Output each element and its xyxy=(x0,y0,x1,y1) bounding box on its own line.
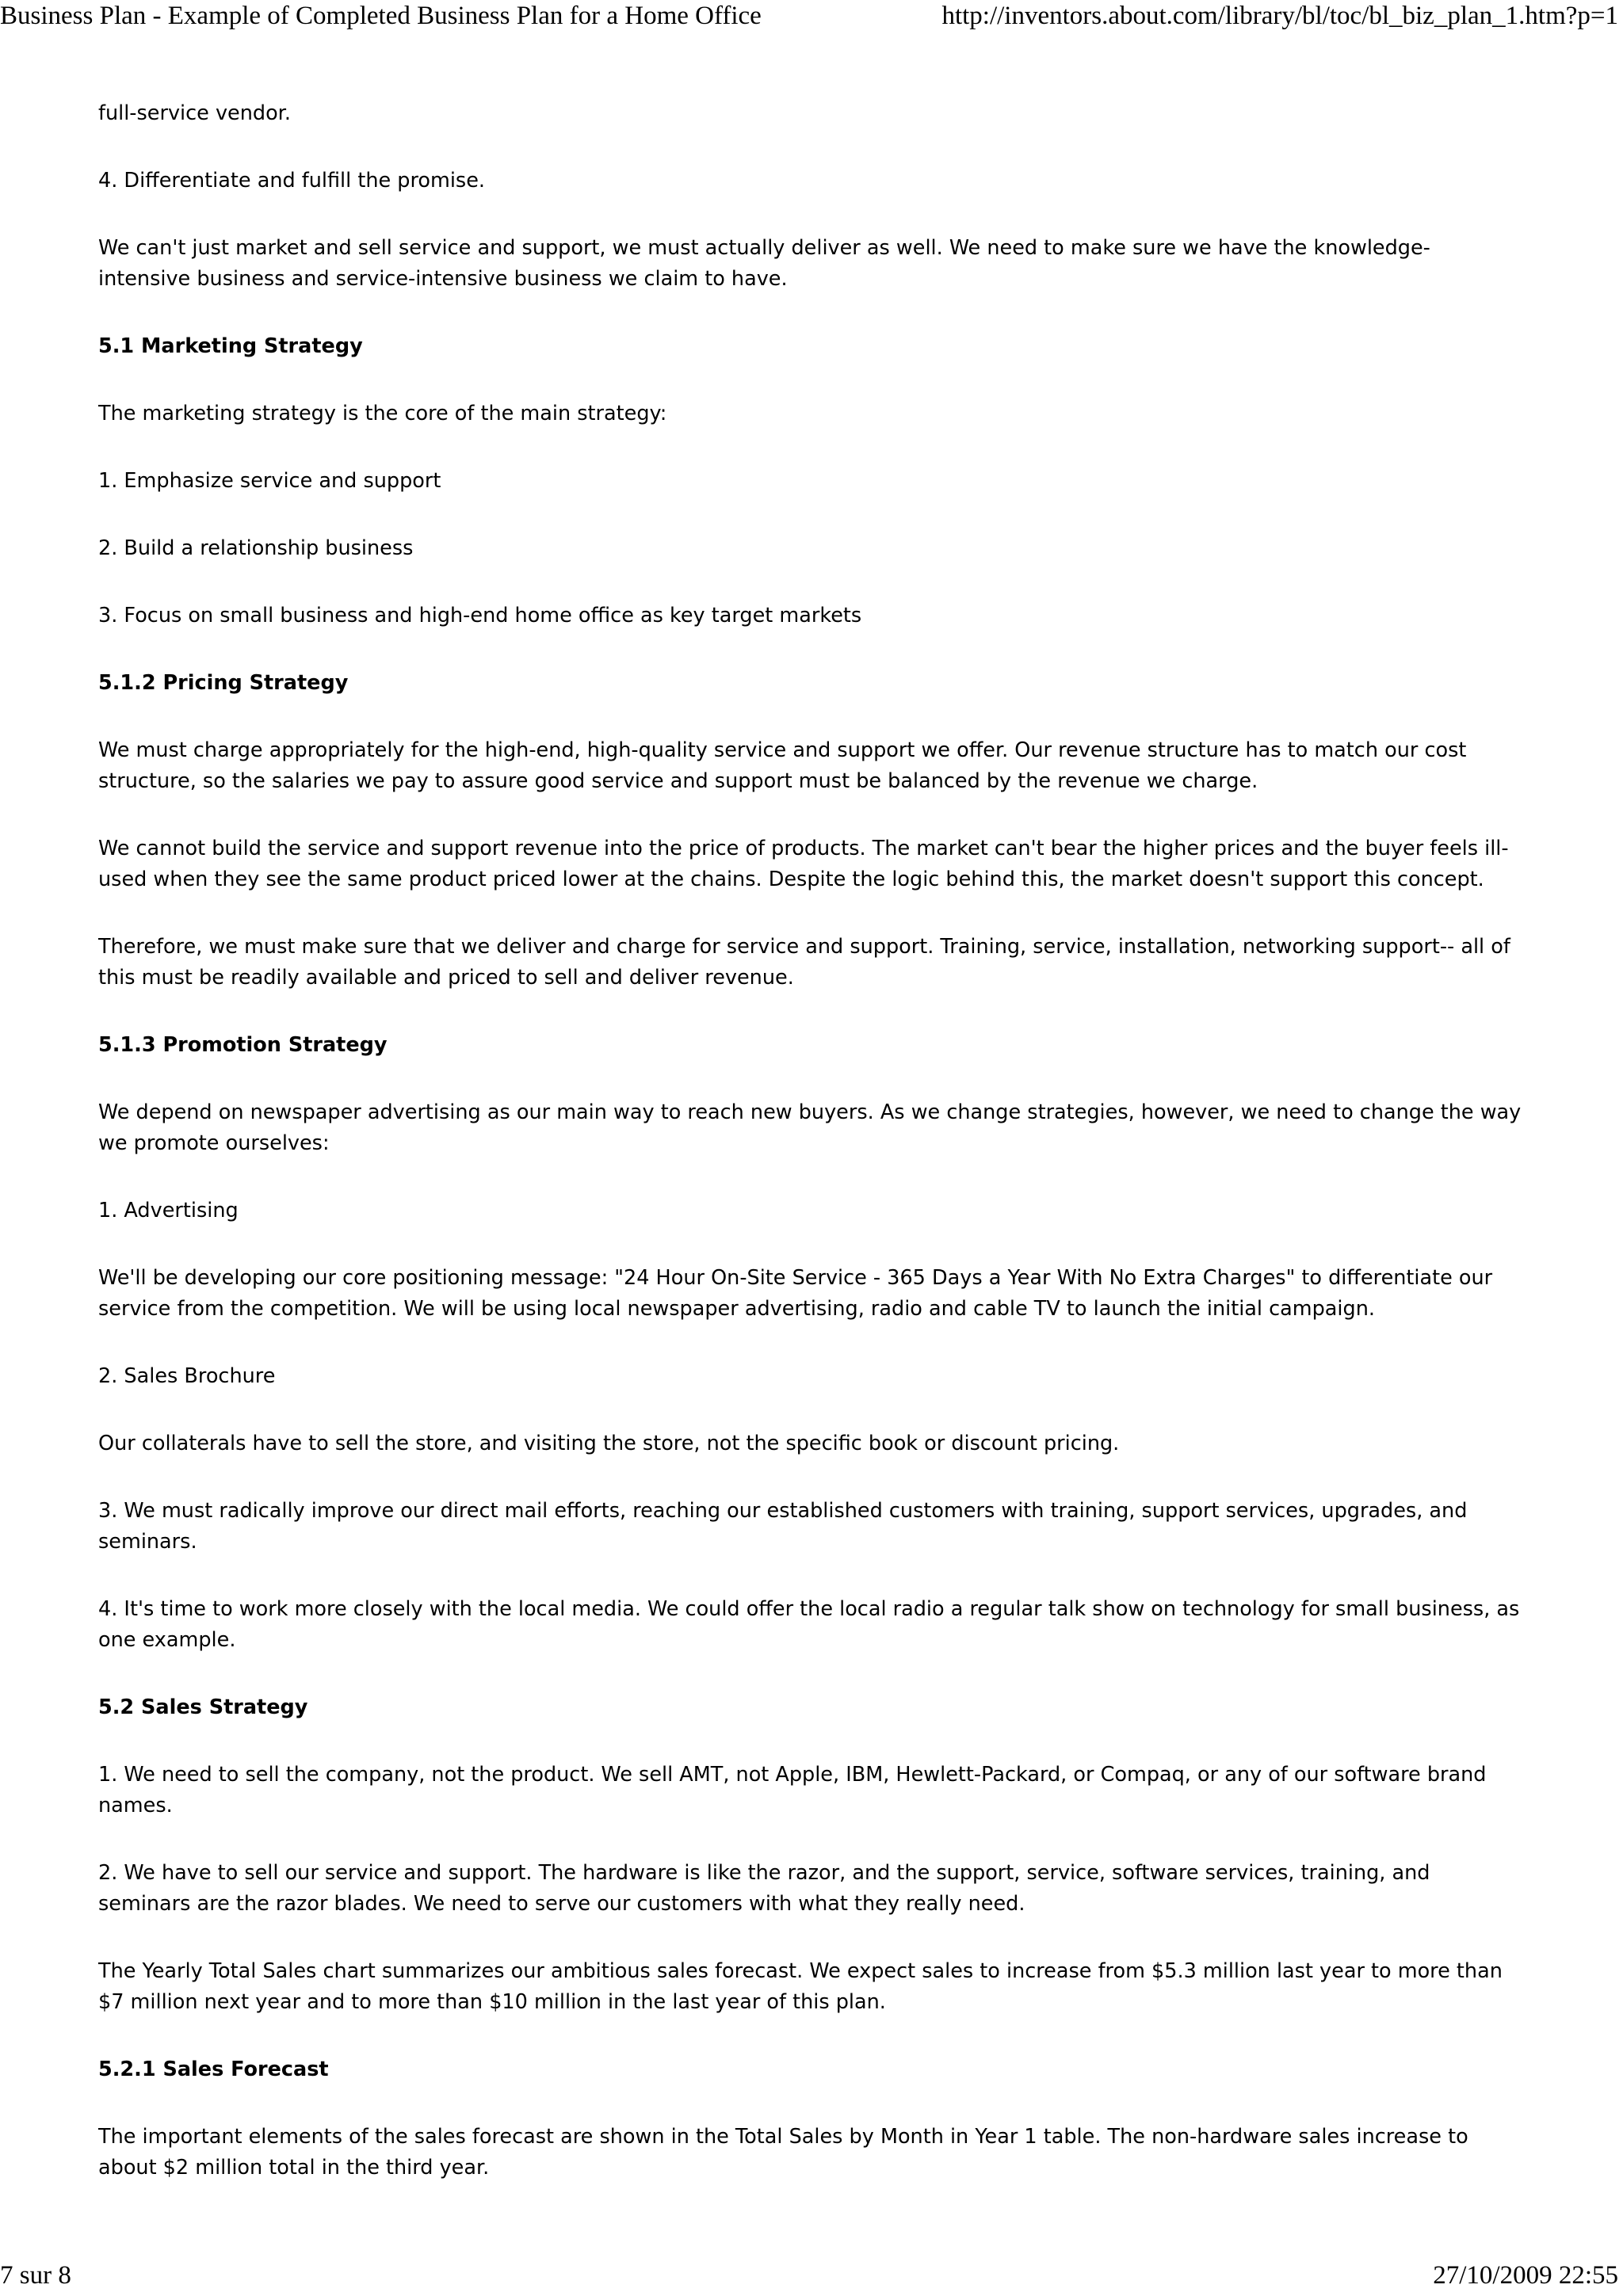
paragraph: We'll be developing our core positioning message: "24 Hour On-Site Service - 365 Days a Year With No Extra Charges" to differentiate our service from the competition. We will be using local newspaper advertising, radio and cable TV to launch the initial campaign. xyxy=(98,1266,1493,1321)
document-body xyxy=(98,98,1522,2220)
list-item: 3. We must radically improve our direct mail efforts, reaching our established customers with training, support services, upgrades, and seminars. xyxy=(98,1499,1468,1554)
section-heading-sales-strategy: 5.2 Sales Strategy xyxy=(98,1695,308,1719)
list-item: 1. Advertising xyxy=(98,1199,239,1222)
list-item: 2. Build a relationship business xyxy=(98,536,414,560)
paragraph: The important elements of the sales forecast are shown in the Total Sales by Month in Year 1 table. The non-hardware sales increase to about $2 million total in the third year. xyxy=(98,2125,1468,2180)
print-timestamp: 27/10/2009 22:55 xyxy=(1433,2261,1618,2290)
paragraph: Our collaterals have to sell the store, and visiting the store, not the specific book or discount pricing. xyxy=(98,1432,1120,1455)
page-number: 7 sur 8 xyxy=(0,2261,71,2290)
list-item: 4. It's time to work more closely with the local media. We could offer the local radio a regular talk show on technology for small business, as one example. xyxy=(98,1597,1520,1652)
paragraph: The Yearly Total Sales chart summarizes our ambitious sales forecast. We expect sales to increase from $5.3 million last year to more than $7 million next year and to more than $10 million in the last year of this plan. xyxy=(98,1959,1503,2014)
paragraph: 4. Differentiate and fulfill the promise. xyxy=(98,169,485,193)
paragraph: Therefore, we must make sure that we deliver and charge for service and support. Training, service, installation, networking support-- all of this must be readily available and priced to sell and deliver revenue. xyxy=(98,935,1510,990)
list-item: 1. Emphasize service and support xyxy=(98,469,441,493)
section-heading-sales-forecast: 5.2.1 Sales Forecast xyxy=(98,2058,329,2081)
page-header-url: http://inventors.about.com/library/bl/toc/bl_biz_plan_1.htm?p=1 xyxy=(941,2,1618,30)
paragraph: The marketing strategy is the core of the main strategy: xyxy=(98,402,667,425)
paragraph: We depend on newspaper advertising as our main way to reach new buyers. As we change strategies, however, we need to change the way we promote ourselves: xyxy=(98,1100,1522,1155)
list-item: 2. We have to sell our service and support. The hardware is like the razor, and the support, service, software services, training, and seminars are the razor blades. We need to serve our customers with what they really need. xyxy=(98,1861,1430,1916)
section-heading-marketing-strategy: 5.1 Marketing Strategy xyxy=(98,334,363,358)
page-header-title: Business Plan - Example of Completed Business Plan for a Home Office xyxy=(0,2,762,30)
paragraph: full-service vendor. xyxy=(98,101,291,125)
list-item: 2. Sales Brochure xyxy=(98,1364,276,1388)
paragraph: We must charge appropriately for the high-end, high-quality service and support we offer. Our revenue structure has to match our cost structure, so the salaries we pay to assure good service and support must be balanced by the revenue we charge. xyxy=(98,738,1467,793)
paragraph: We can't just market and sell service and support, we must actually deliver as well. We need to make sure we have the knowledge-intensive business and service-intensive business we claim to have. xyxy=(98,236,1430,291)
section-heading-promotion-strategy: 5.1.3 Promotion Strategy xyxy=(98,1033,388,1057)
list-item: 3. Focus on small business and high-end home office as key target markets xyxy=(98,604,862,627)
paragraph: We cannot build the service and support revenue into the price of products. The market can't bear the higher prices and the buyer feels ill-used when they see the same product priced lower at the chains. Despite the logic behind this, the market doesn't support this concept. xyxy=(98,837,1509,891)
list-item: 1. We need to sell the company, not the product. We sell AMT, not Apple, IBM, Hewlett-Packard, or Compaq, or any of our software brand names. xyxy=(98,1763,1487,1817)
section-heading-pricing-strategy: 5.1.2 Pricing Strategy xyxy=(98,671,349,695)
